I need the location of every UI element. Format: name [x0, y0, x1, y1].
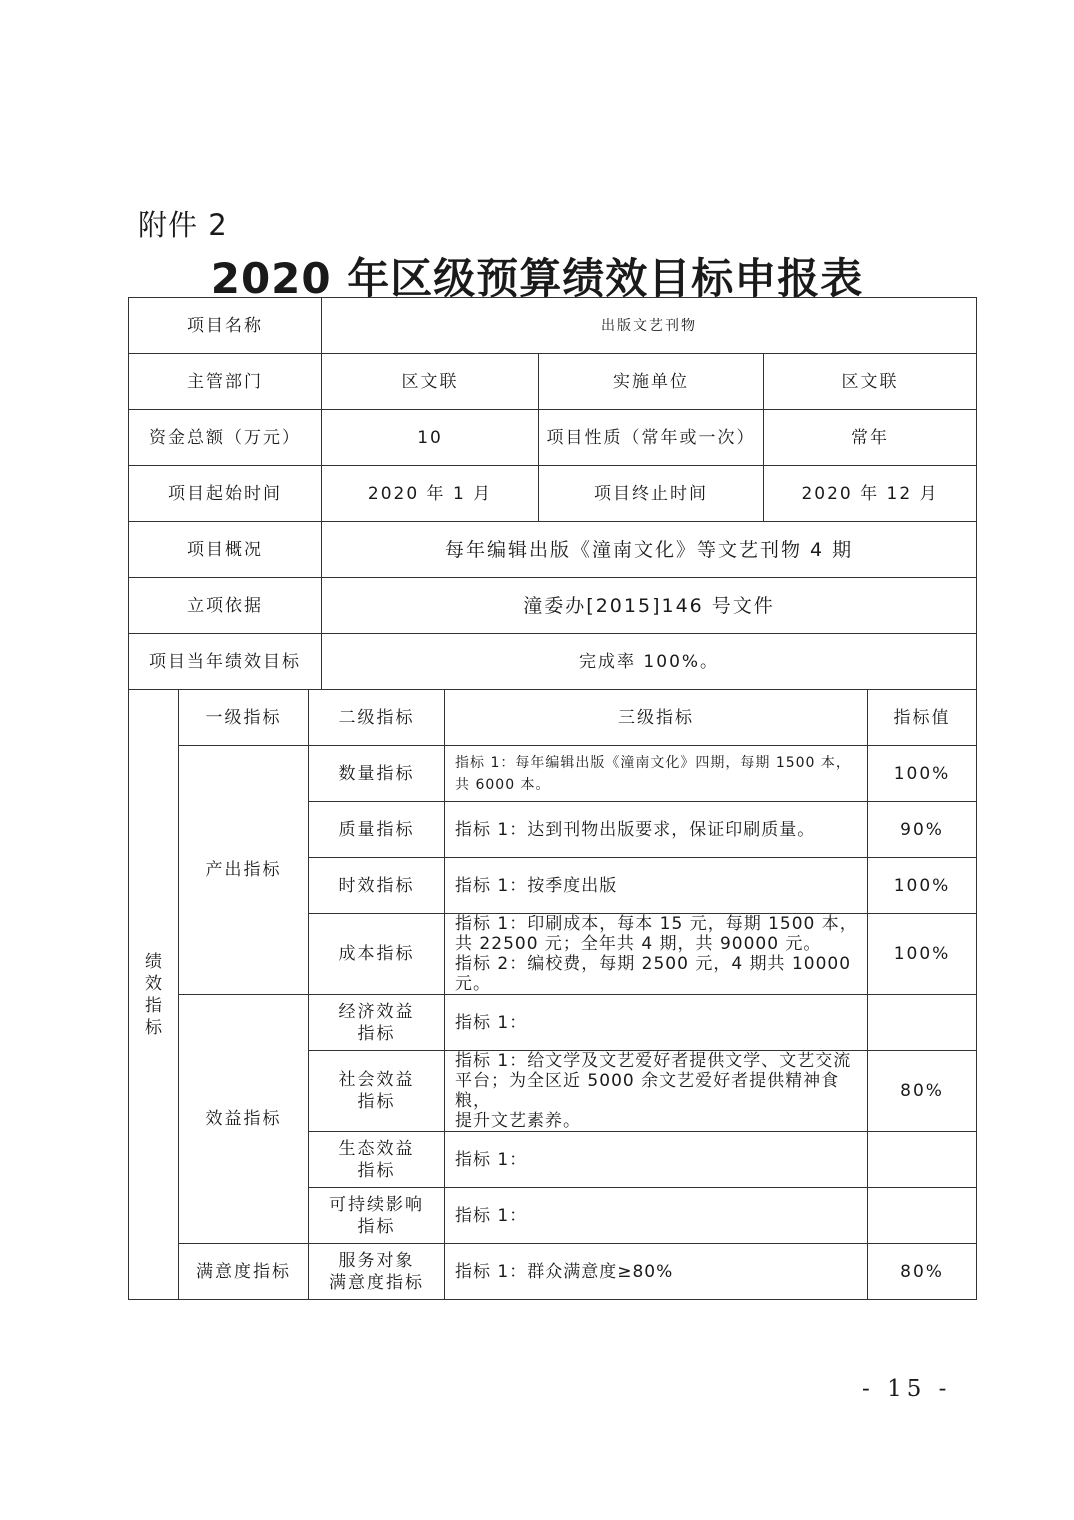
overview-label: 项目概况 [129, 522, 322, 578]
level1-satisfaction: 满意度指标 [179, 1244, 309, 1300]
level3-line: 指标 1：给文学及文艺爱好者提供文学、文艺交流 [455, 1051, 852, 1071]
level3-line: 提升文艺素养。 [455, 1111, 582, 1131]
level2-cell [309, 858, 445, 914]
level3-line: 指标 1： [455, 1149, 528, 1170]
level2-text: 生态效益 [338, 1138, 415, 1159]
header-level1: 一级指标 [179, 690, 309, 746]
fund-value: 10 [322, 410, 539, 466]
table-row [129, 1244, 977, 1300]
page-title: 2020 年区级预算绩效目标申报表 [210, 254, 864, 303]
table-row [129, 995, 977, 1051]
end-time-value: 2020 年 12 月 [764, 466, 977, 522]
level3-line: 指标 1：每年编辑出版《潼南文化》四期，每期 1500 本， [455, 754, 851, 771]
level3-line: 平台；为全区近 5000 余文艺爱好者提供精神食粮， [455, 1071, 840, 1111]
level3-line: 指标 1：达到刊物出版要求，保证印刷质量。 [455, 819, 816, 840]
level3-cell [445, 746, 868, 802]
level2-text: 服务对象 [338, 1250, 415, 1271]
header-level2: 二级指标 [309, 690, 445, 746]
level3-line: 共 6000 本。 [455, 776, 551, 793]
start-time-value: 2020 年 1 月 [322, 466, 539, 522]
fund-label: 资金总额（万元） [129, 410, 322, 466]
end-time-label: 项目终止时间 [539, 466, 764, 522]
indicator-value [868, 995, 977, 1051]
indicator-value: 100% [868, 914, 977, 995]
level2-text: 成本指标 [338, 944, 415, 964]
level2-cell [309, 1244, 445, 1300]
goal-label: 项目当年绩效目标 [129, 634, 322, 690]
level3-cell [445, 858, 868, 914]
level3-cell [445, 1244, 868, 1300]
basis-value: 潼委办[2015]146 号文件 [322, 578, 977, 634]
level3-cell [445, 802, 868, 858]
level2-text: 社会效益 [338, 1070, 415, 1090]
dept-label: 主管部门 [129, 354, 322, 410]
level3-line: 指标 2：编校费，每期 2500 元，4 期共 10000 元。 [455, 954, 852, 994]
nature-label: 项目性质（常年或一次） [539, 410, 764, 466]
level3-line: 指标 1： [455, 1205, 528, 1226]
group-label-char: 指 [145, 995, 162, 1016]
level3-line: 共 22500 元；全年共 4 期，共 90000 元。 [455, 934, 822, 954]
level2-cell [309, 1132, 445, 1188]
budget-target-table [128, 297, 977, 1300]
overview-value: 每年编辑出版《潼南文化》等文艺刊物 4 期 [322, 522, 977, 578]
level2-text: 经济效益 [338, 1001, 415, 1022]
level3-cell [445, 1188, 868, 1244]
indicator-value: 100% [868, 746, 977, 802]
level3-cell [445, 995, 868, 1051]
level3-cell [445, 1051, 868, 1132]
indicator-value: 90% [868, 802, 977, 858]
nature-value: 常年 [764, 410, 977, 466]
level2-cell [309, 746, 445, 802]
basis-label: 立项依据 [129, 578, 322, 634]
level2-cell [309, 995, 445, 1051]
goal-value: 完成率 100%。 [322, 634, 977, 690]
project-name-value: 出版文艺刊物 [322, 298, 977, 354]
level2-text: 指标 [357, 1160, 396, 1181]
group-label-char: 效 [145, 973, 162, 994]
level2-cell [309, 914, 445, 995]
impl-unit-value: 区文联 [764, 354, 977, 410]
indicator-value: 80% [868, 1244, 977, 1300]
header-value: 指标值 [868, 690, 977, 746]
page-number: - 15 - [862, 1376, 952, 1402]
level1-benefit: 效益指标 [179, 995, 309, 1244]
dept-value: 区文联 [322, 354, 539, 410]
impl-unit-label: 实施单位 [539, 354, 764, 410]
indicator-value: 100% [868, 858, 977, 914]
level2-text: 质量指标 [338, 819, 415, 840]
level2-text: 数量指标 [338, 763, 415, 784]
level3-line: 指标 1：印刷成本，每本 15 元，每期 1500 本， [455, 914, 858, 934]
group-label-char: 绩 [145, 951, 162, 972]
level3-line: 指标 1：群众满意度≥80% [455, 1261, 674, 1282]
level3-line: 指标 1： [455, 1012, 528, 1033]
start-time-label: 项目起始时间 [129, 466, 322, 522]
level2-text: 指标 [357, 1092, 396, 1112]
level2-text: 时效指标 [338, 875, 415, 896]
indicator-value [868, 1132, 977, 1188]
project-name-label: 项目名称 [129, 298, 322, 354]
level2-text: 指标 [357, 1216, 396, 1237]
group-label-char: 标 [145, 1017, 162, 1038]
level3-cell [445, 914, 868, 995]
header-level3: 三级指标 [445, 690, 868, 746]
level3-line: 指标 1：按季度出版 [455, 875, 618, 896]
level1-output: 产出指标 [179, 746, 309, 995]
level2-text: 满意度指标 [329, 1272, 425, 1293]
level2-text: 指标 [357, 1023, 396, 1044]
attachment-label: 附件 2 [138, 208, 228, 242]
table-row [129, 746, 977, 802]
level2-cell [309, 1188, 445, 1244]
performance-indicator-group-label [129, 690, 179, 1300]
level2-cell [309, 1051, 445, 1132]
level2-cell [309, 802, 445, 858]
level2-text: 可持续影响 [329, 1194, 425, 1215]
indicator-value: 80% [868, 1051, 977, 1132]
level3-cell [445, 1132, 868, 1188]
indicator-value [868, 1188, 977, 1244]
